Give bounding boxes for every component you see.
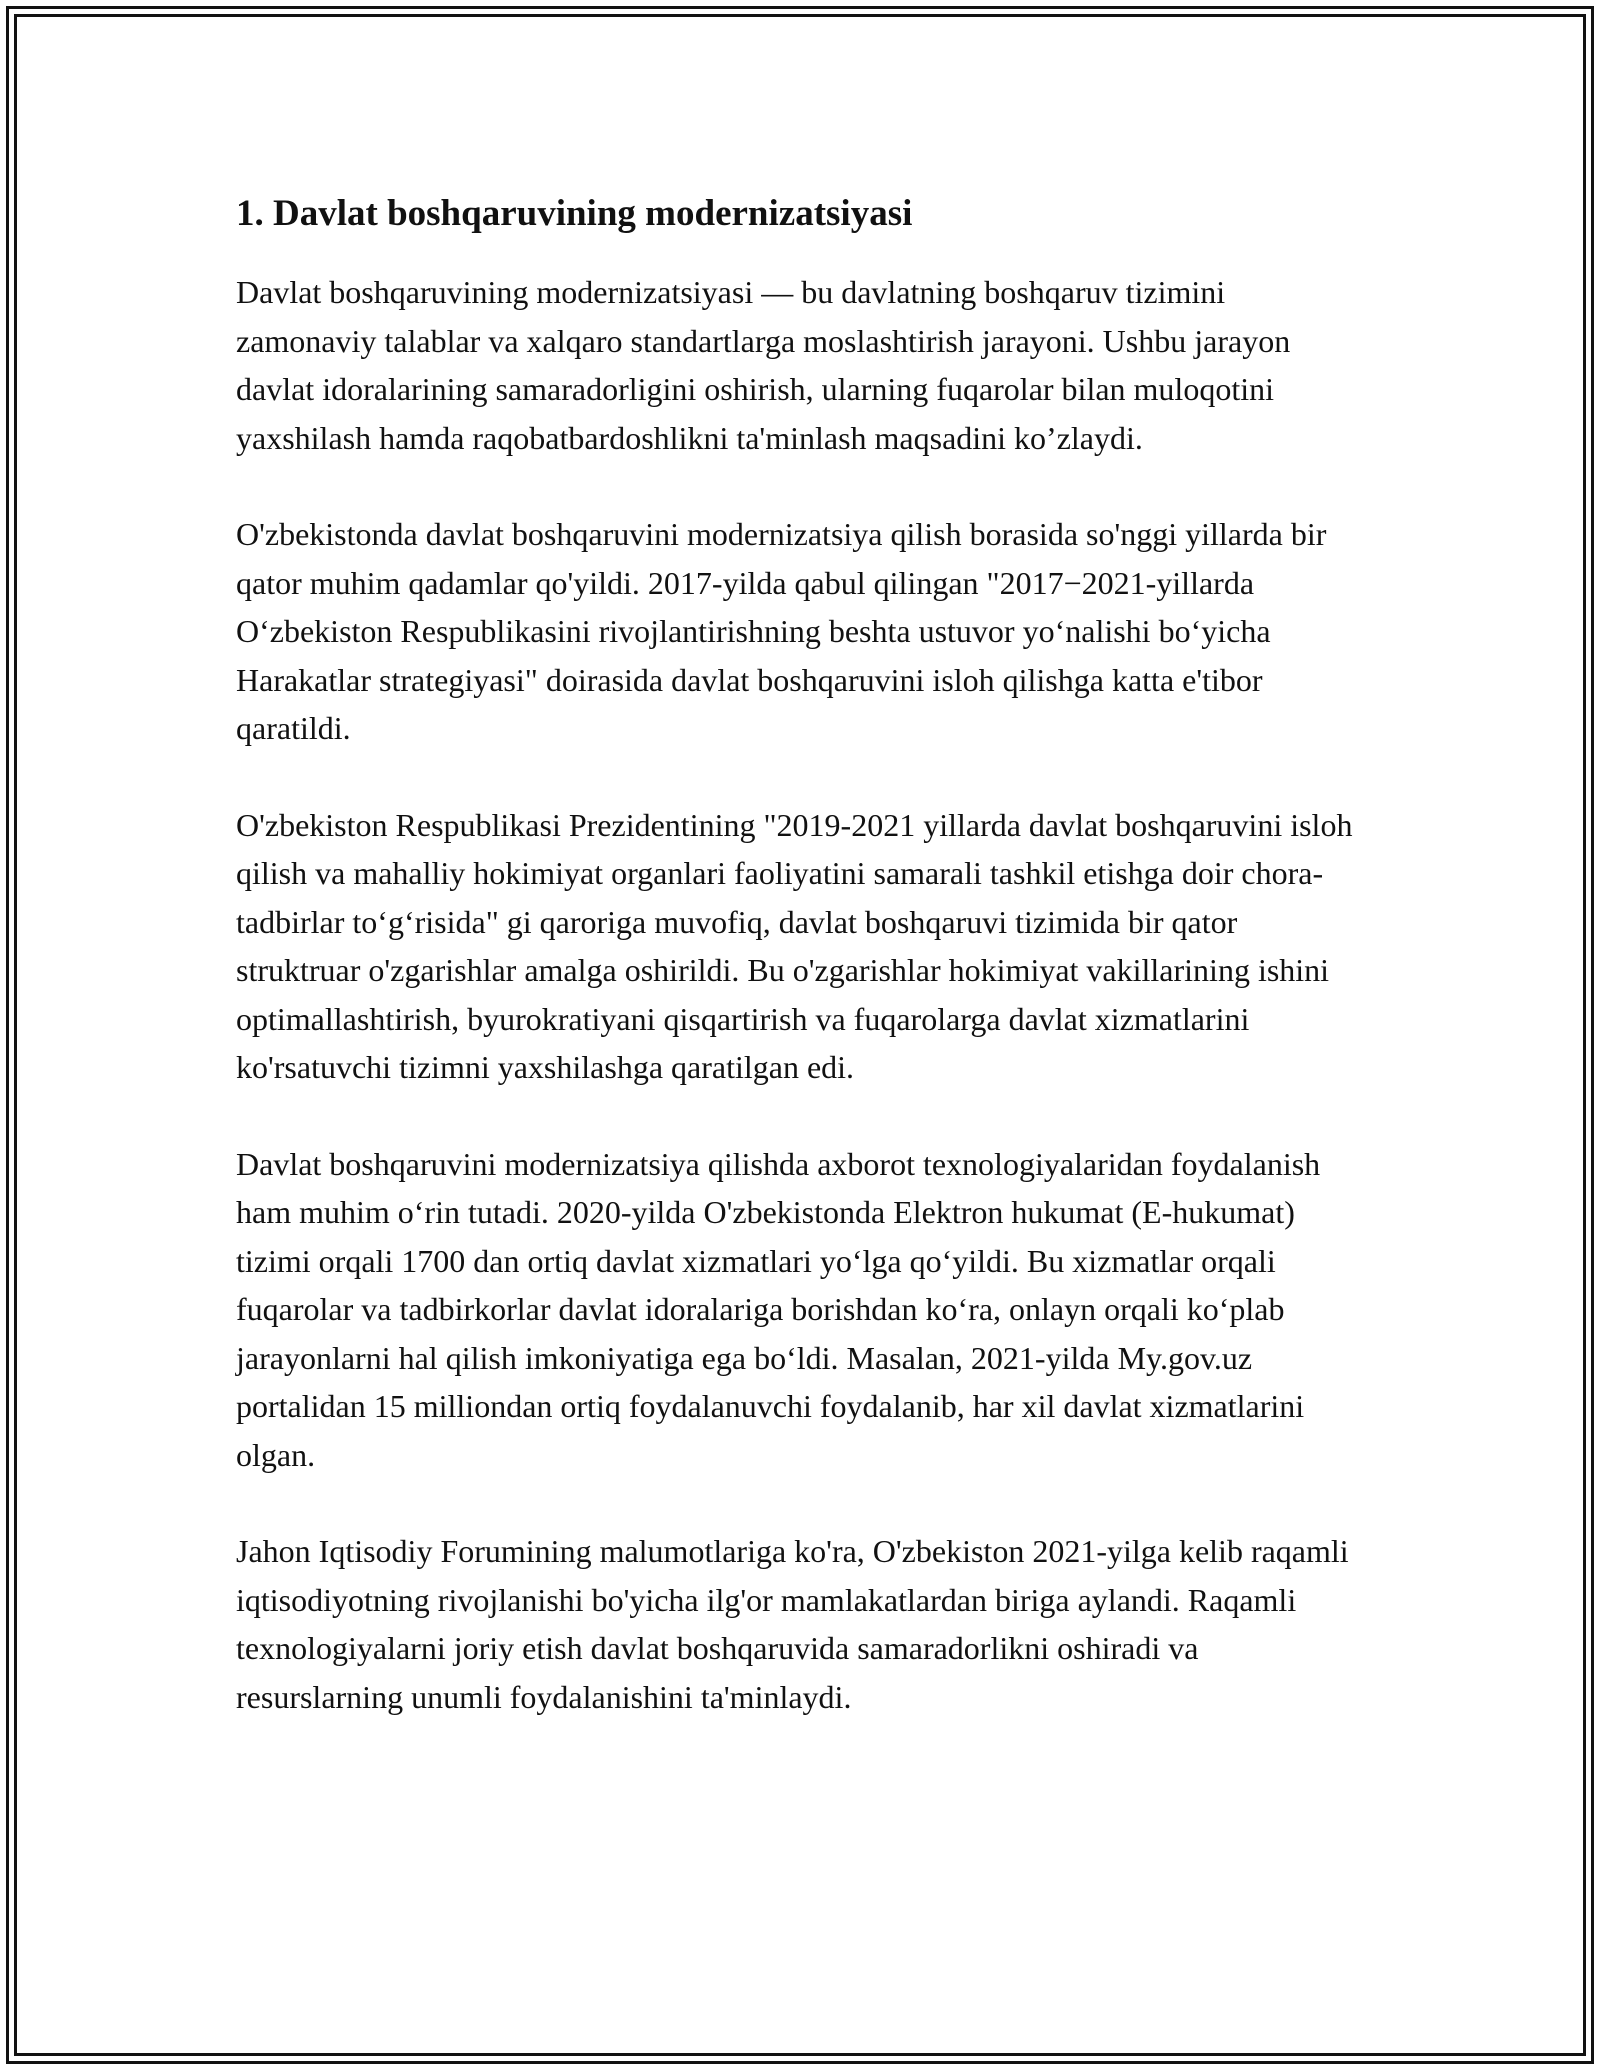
paragraph-2: O'zbekistonda davlat boshqaruvini modernizatsiya qilish borasida so'nggi yillarda bir qator muhim qadamlar qo'yildi. 2017-yilda qabul qilingan "2017−2021-yillarda O‘zbekiston Respublikasini rivojlantirishning beshta ustuvor yo‘nalishi bo‘yicha Harakatlar strategiyasi" doirasida davlat boshqaruvini isloh qilishga katta e'tibor qaratildi.: [236, 516, 1327, 746]
section-heading: 1. Davlat boshqaruvining modernizatsiyasi: [236, 193, 913, 234]
paragraph-5: Jahon Iqtisodiy Forumining malumotlariga ko'ra, O'zbekiston 2021-yilga kelib raqamli iqtisodiyotning rivojlanishi bo'yicha ilg'or mamlakatlardan biriga aylandi. Raqamli texnologiyalarni joriy etish davlat boshqaruvida samaradorlikni oshiradi va resurslarning unumli foydalanishini ta'minlaydi.: [236, 1533, 1349, 1715]
paragraph-1: Davlat boshqaruvining modernizatsiyasi — bu davlatning boshqaruv tizimini zamonaviy talablar va xalqaro standartlarga moslashtirish jarayoni. Ushbu jarayon davlat idoralarining samaradorligini oshirish, ularning fuqarolar bilan muloqotini yaxshilash hamda raqobatbardoshlikni ta'minlash maqsadini ko’zlaydi.: [236, 274, 1291, 456]
paragraph-3: O'zbekiston Respublikasi Prezidentining "2019-2021 yillarda davlat boshqaruvini isloh qilish va mahalliy hokimiyat organlari faoliyatini samarali tashkil etishga doir chora-tadbirlar to‘g‘risida" gi qaroriga muvofiq, davlat boshqaruvi tizimida bir qator struktruar o'zgarishlar amalga oshirildi. Bu o'zgarishlar hokimiyat vakillarining ishini optimallashtirish, byurokratiyani qisqartirish va fuqarolarga davlat xizmatlarini ko'rsatuvchi tizimni yaxshilashga qaratilgan edi.: [236, 806, 1353, 1085]
paragraph-4: Davlat boshqaruvini modernizatsiya qilishda axborot texnologiyalaridan foydalanish ham muhim o‘rin tutadi. 2020-yilda O'zbekistonda Elektron hukumat (E-hukumat) tizimi orqali 1700 dan ortiq davlat xizmatlari yo‘lga qo‘yildi. Bu xizmatlar orqali fuqarolar va tadbirkorlar davlat idoralariga borishdan ko‘ra, onlayn orqali ko‘plab jarayonlarni hal qilish imkoniyatiga ega bo‘ldi. Masalan, 2021-yilda My.gov.uz portalidan 15 milliondan ortiq foydalanuvchi foydalanib, har xil davlat xizmatlarini olgan.: [236, 1145, 1321, 1473]
document-body: [236, 188, 1366, 1769]
